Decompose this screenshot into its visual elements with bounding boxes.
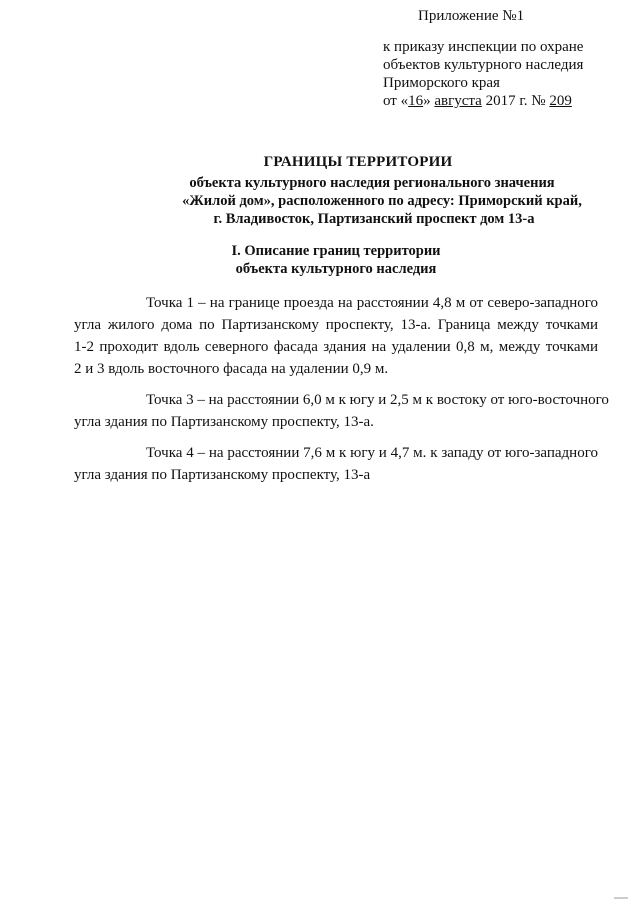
date-prefix: от « — [383, 93, 409, 109]
date-month: августа — [434, 93, 482, 109]
order-reference — [383, 38, 583, 110]
order-date-line — [383, 92, 583, 110]
text-line: угла жилого дома по Партизанскому проспекту, 13-а. Граница между точками — [74, 317, 598, 333]
order-ref-line: объектов культурного наследия — [383, 57, 584, 73]
date-year: 2017 г. № — [481, 93, 550, 109]
text-line: Точка 1 – на границе проезда на расстоянии 4,8 м от северо-западного — [146, 295, 598, 311]
section-heading-line: I. Описание границ территории — [231, 243, 441, 259]
text-line: угла здания по Партизанскому проспекту, 13-а — [74, 467, 371, 483]
text-line: Точка 3 – на расстоянии 6,0 м к югу и 2,5 м к востоку от юго-восточного — [146, 392, 609, 408]
text-line: угла здания по Партизанскому проспекту, 13-а. — [74, 414, 374, 430]
paragraph-point-1 — [74, 292, 598, 380]
scan-mark — [614, 897, 628, 899]
appendix-title: Приложение №1 — [418, 8, 525, 24]
text-line: 2 и 3 вдоль восточного фасада на удалении 0,9 м. — [74, 361, 389, 377]
text-line: Точка 4 – на расстоянии 7,6 м к югу и 4,7 м. к западу от юго-западного — [146, 445, 598, 461]
body-text — [74, 292, 609, 495]
subtitle-line: объекта культурного наследия регионального значения — [189, 175, 555, 191]
section-heading-line: объекта культурного наследия — [235, 261, 437, 277]
date-mid: » — [423, 93, 435, 109]
order-number: 209 — [549, 93, 572, 109]
section-heading — [0, 242, 640, 278]
date-day: 16 — [408, 93, 424, 109]
text-line: 1-2 проходит вдоль северного фасада здания на удалении 0,8 м, между точками — [74, 339, 598, 355]
order-ref-line: Приморского края — [383, 75, 500, 91]
paragraph-point-3 — [74, 389, 609, 433]
order-ref-line: к приказу инспекции по охране — [383, 39, 584, 55]
document-title: ГРАНИЦЫ ТЕРРИТОРИИ — [263, 154, 453, 170]
subtitle-line: г. Владивосток, Партизанский проспект дом 13-а — [213, 211, 535, 227]
document-subtitle — [52, 174, 640, 228]
paragraph-point-4 — [74, 442, 598, 486]
subtitle-line: «Жилой дом», расположенного по адресу: Приморский край, — [182, 193, 582, 209]
